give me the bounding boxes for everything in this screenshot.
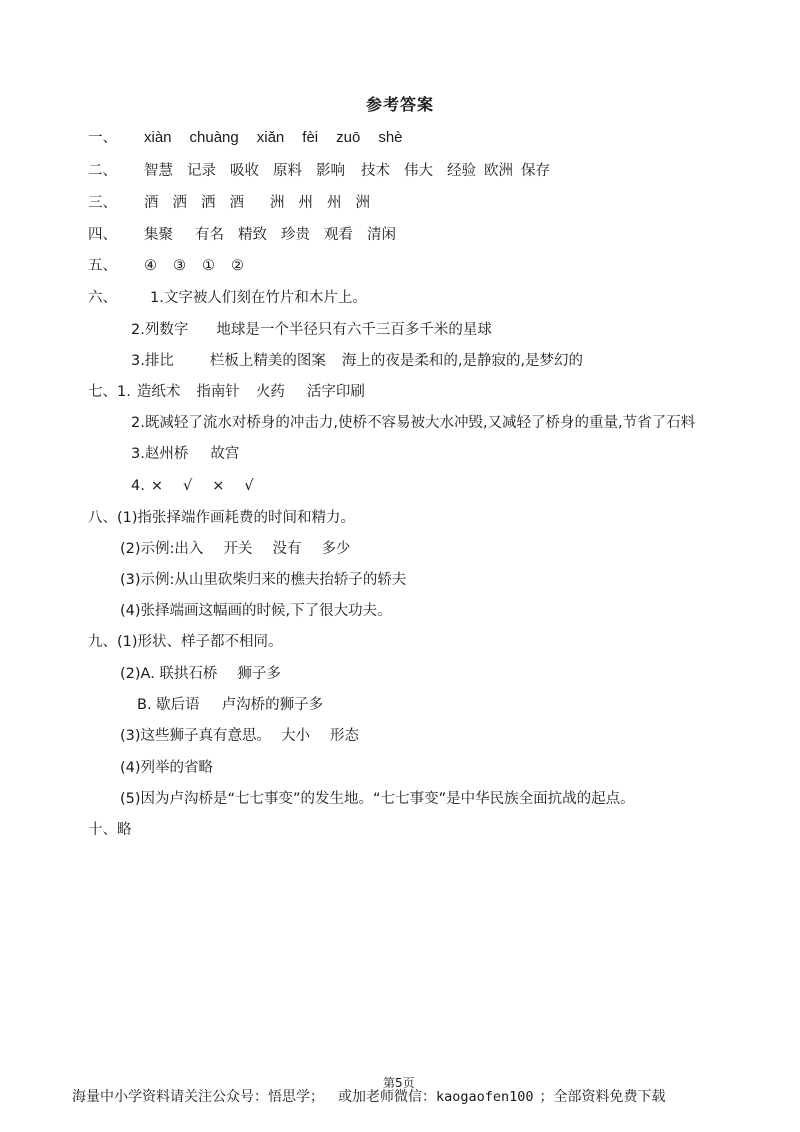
q6-answer-2-num: 2.列数字 [131,322,189,338]
answer-word: 观看 [324,227,353,243]
answer-word: 伟大 [404,163,433,179]
q6-answer-3-num: 3.排比 [131,353,174,369]
q8-label: 八、 [88,510,117,526]
q1-row [88,128,421,148]
pinyin-item: xiàn [144,129,172,146]
pinyin-item: shè [378,129,403,146]
q7-answer-1-num: 1. [117,384,131,400]
q4-label: 四、 [88,227,117,243]
answer-circle-num: ③ [173,258,186,274]
q7-answer-2: 2.既减轻了流水对桥身的冲击力,使桥不容易被大水冲毁,又减轻了桥身的重量,节省了石料 [131,415,696,431]
answer-word: 原料 [273,163,302,179]
q10-row [88,820,132,840]
footer-notice [72,1086,666,1106]
q6-answer-3-text2: 海上的夜是柔和的,是静寂的,是梦幻的 [341,353,584,369]
answer-word: 珍贵 [281,227,310,243]
answer-word: 火药 [255,384,285,400]
answer-word: 造纸术 [136,384,181,400]
footer-part1: 海量中小学资料请关注公众号：悟思学； [72,1089,324,1105]
pinyin-item: zuō [336,129,361,146]
q6-label: 六、 [88,290,117,306]
q8-answer-3: (3)示例:从山里砍柴归来的樵夫抬轿子的轿夫 [120,572,407,588]
pinyin-item: xiǎn [256,129,285,146]
q8-row-2 [120,539,364,559]
q8-answer-1: (1)指张择端作画耗费的时间和精力。 [117,510,356,526]
page-title: 参考答案 [365,95,434,114]
q5-label: 五、 [88,258,117,274]
q2-row [88,161,564,181]
q7-row-2 [131,413,695,433]
answer-word: 有名 [195,227,224,243]
answer-word: 欧洲 [484,163,513,179]
answer-word: 活字印刷 [306,384,365,400]
answer-mark: √ [244,478,254,494]
footer-part3: ；全部资料免费下载 [539,1089,666,1105]
page-number: 第5页 [383,1076,415,1090]
q4-row [88,225,410,245]
q9-row-4 [120,726,373,746]
answer-char: 州 [327,195,342,211]
q6-answer-2-text: 地球是一个半径只有六千三百多千米的星球 [216,322,492,338]
q3-row [88,193,384,213]
q7-row-3 [131,444,239,464]
answer-word: 多少 [321,541,351,557]
q6-row-1 [88,288,367,308]
pinyin-item: chuàng [189,129,239,146]
answer-word: 经验 [447,163,476,179]
footer-part2: 或加老师微信： [338,1089,436,1105]
q9-row-3 [137,695,323,715]
footer-wechat-id: kaogaofen100 [436,1089,534,1105]
q9-answer-3-num: (3)这些狮子真有意思。 [120,728,272,744]
q2-label: 二、 [88,163,117,179]
q8-row-1 [88,508,355,528]
q8-answer-2-num: (2)示例:出入 [120,541,204,557]
q9-label: 九、 [88,634,117,650]
answer-mark: √ [183,478,193,494]
answer-word: 吸收 [230,163,259,179]
answer-char: 酒 [144,195,159,211]
q7-row-4 [131,476,268,496]
q9-row-5 [120,758,213,778]
answer-char: 洲 [270,195,285,211]
answer-word: 开关 [223,541,253,557]
answer-circle-num: ② [231,258,244,274]
answer-word: 影响 [316,163,345,179]
q9-answer-4: (4)列举的省略 [120,760,214,776]
q5-row [88,256,258,276]
q7-label: 七、 [88,384,117,400]
answer-char: 洲 [355,195,370,211]
q9-answer-2a-text: 狮子多 [237,666,281,682]
answer-char: 洒 [172,195,187,211]
answer-mark: × [150,478,163,494]
answer-word: 集聚 [144,227,173,243]
answer-word: 没有 [272,541,302,557]
pinyin-item: fèi [302,129,319,146]
q7-answer-3-text: 故宫 [210,446,240,462]
answer-word: 指南针 [196,384,240,400]
q6-answer-1: 1.文字被人们刻在竹片和木片上。 [150,290,367,306]
q8-row-4 [120,601,392,621]
answer-mark: × [212,478,225,494]
q9-answer-5: (5)因为卢沟桥是“七七事变”的发生地。“七七事变”是中华民族全面抗战的起点。 [120,791,635,807]
q8-row-3 [120,570,406,590]
q3-label: 三、 [88,195,117,211]
q6-row-3 [131,351,583,371]
answer-word: 形态 [330,728,360,744]
q10-label: 十、略 [88,822,132,838]
q6-row-2 [131,320,492,340]
answer-char: 州 [298,195,313,211]
q8-answer-4: (4)张择端画这幅画的时候,下了很大功夫。 [120,603,392,619]
answer-char: 酒 [229,195,244,211]
answer-word: 记录 [187,163,216,179]
answer-char: 洒 [201,195,216,211]
answer-word: 智慧 [144,163,173,179]
q7-row-1 [88,382,379,402]
answer-word: 精致 [238,227,267,243]
q9-answer-2a-num: (2)A. 联拱石桥 [120,666,218,682]
answer-circle-num: ④ [144,258,157,274]
answer-word: 大小 [281,728,311,744]
q7-answer-3-num: 3.赵州桥 [131,446,189,462]
q9-row-1 [88,632,283,652]
answer-circle-num: ① [202,258,215,274]
q9-row-2 [120,664,281,684]
answer-word: 保存 [521,163,550,179]
q9-answer-1: (1)形状、样子都不相同。 [117,634,283,650]
q9-row-6 [120,789,635,809]
q9-answer-2b-text: 卢沟桥的狮子多 [221,697,324,713]
q9-answer-2b-num: B. 歇后语 [137,697,200,713]
answer-word: 技术 [361,163,390,179]
q7-answer-4-num: 4. [131,478,145,494]
q1-label: 一、 [88,130,117,146]
answer-word: 清闲 [367,227,396,243]
q6-answer-3-text1: 栏板上精美的图案 [209,353,326,369]
